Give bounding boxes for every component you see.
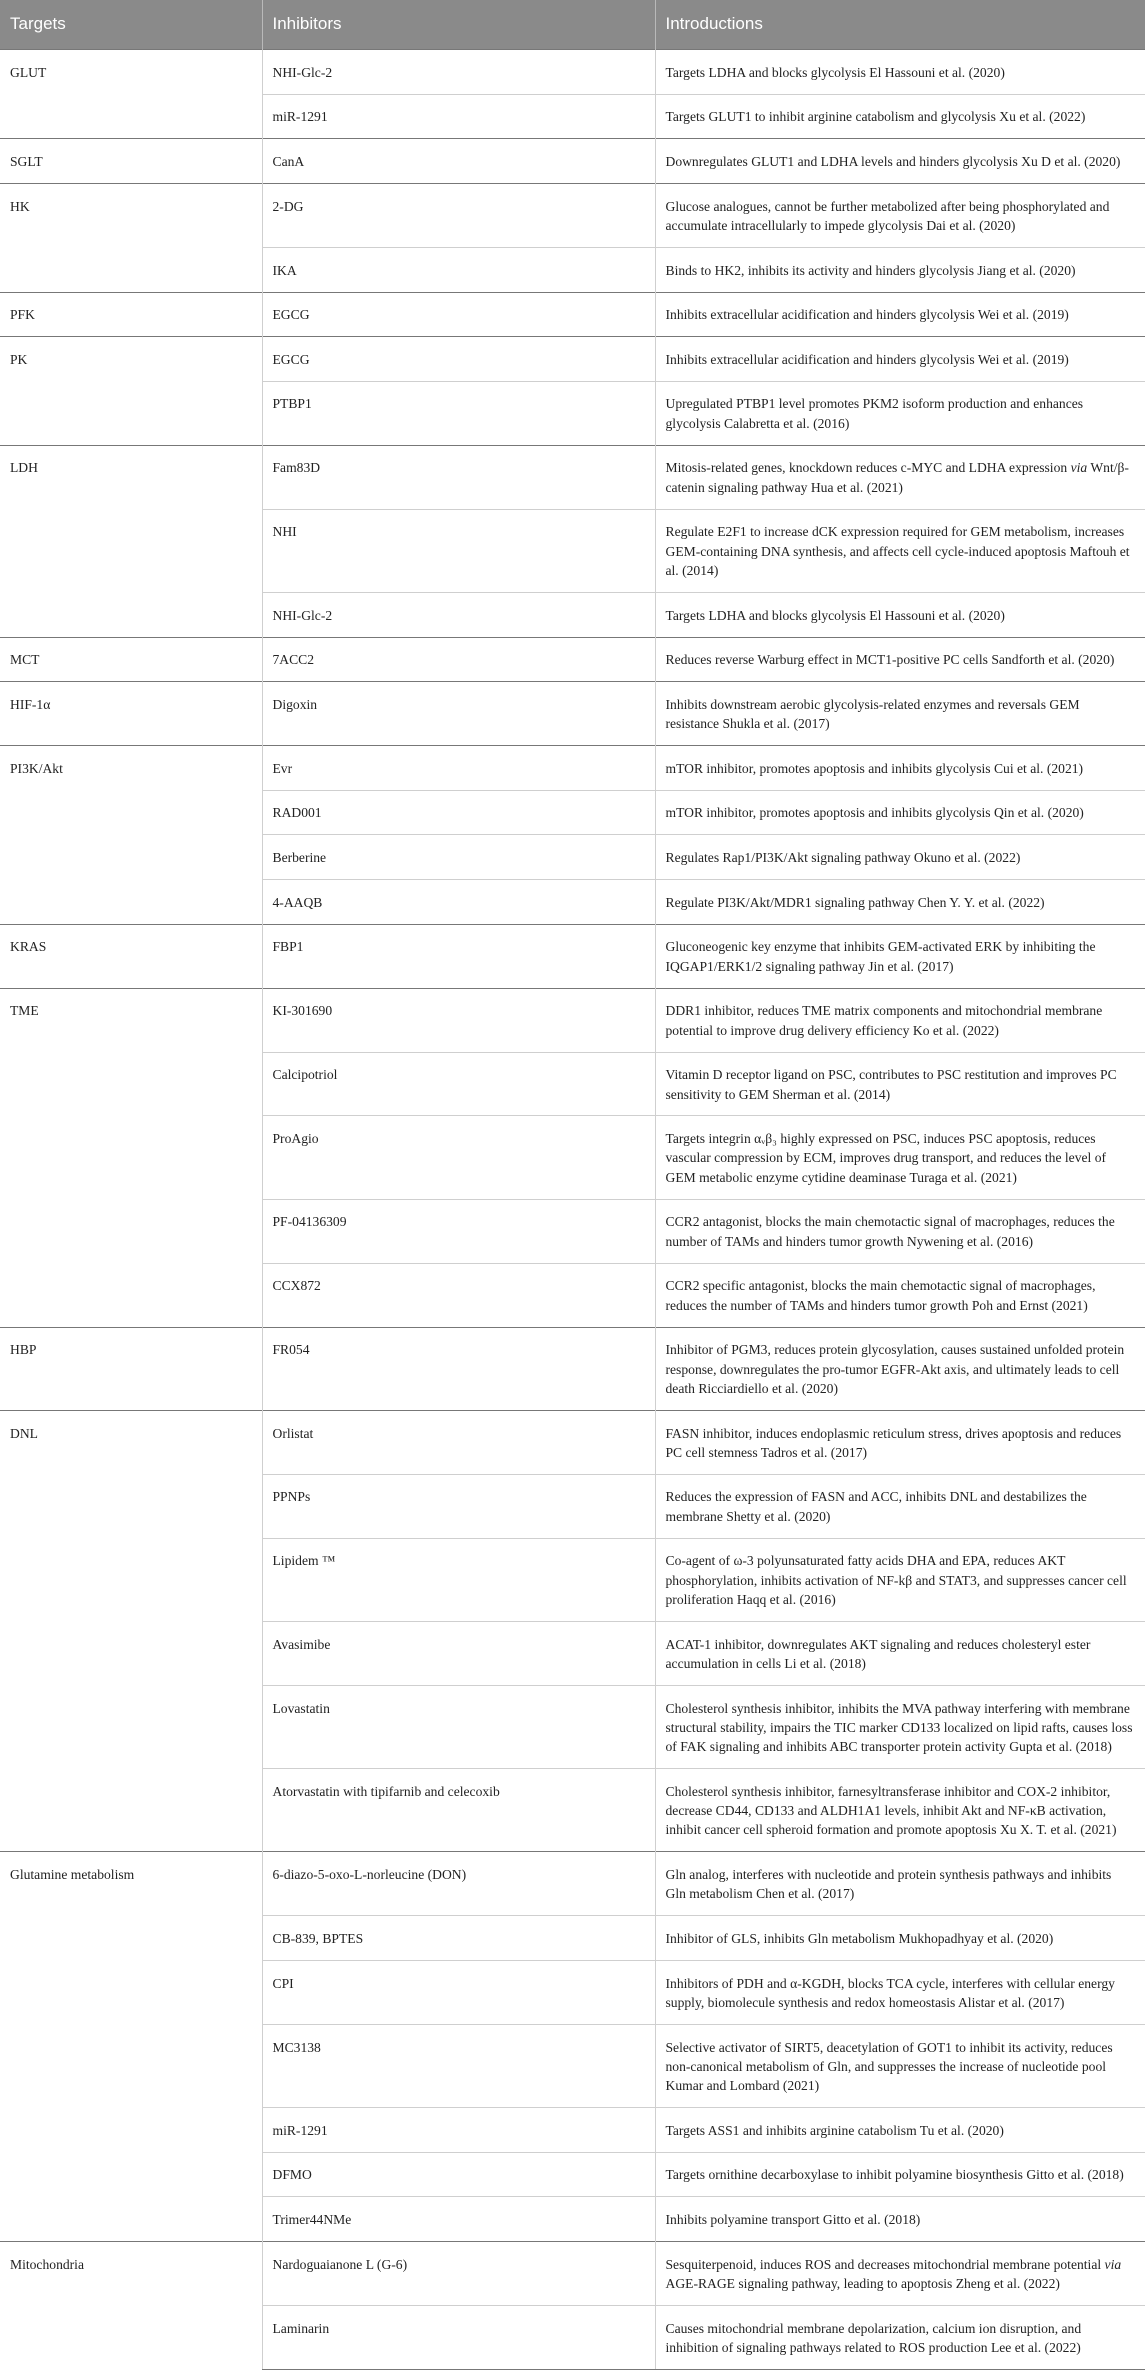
inhibitor-cell: CPI [262, 1960, 655, 2024]
target-cell: LDH [0, 445, 262, 637]
introduction-cell: CCR2 specific antagonist, blocks the main chemotactic signal of macrophages, reduces the number of TAMs and hinders tumor growth Poh and Ernst (2021) [655, 1263, 1145, 1327]
inhibitor-cell: Atorvastatin with tipifarnib and celecoxib [262, 1769, 655, 1852]
target-cell: PK [0, 337, 262, 446]
introduction-cell [655, 445, 1145, 509]
introduction-cell: mTOR inhibitor, promotes apoptosis and inhibits glycolysis Qin et al. (2020) [655, 790, 1145, 835]
italic-text: via [1070, 460, 1088, 476]
table-row [0, 924, 1145, 988]
introduction-cell: Upregulated PTBP1 level promotes PKM2 isoform production and enhances glycolysis Calabretta et al. (2016) [655, 381, 1145, 445]
introduction-cell: Inhibitor of PGM3, reduces protein glycosylation, causes sustained unfolded protein response, downregulates the pro-tumor EGFR-Akt axis, and ultimately leads to cell death Ricciardiello et al. (2020) [655, 1327, 1145, 1410]
introduction-cell: Targets LDHA and blocks glycolysis El Hassouni et al. (2020) [655, 592, 1145, 637]
introduction-cell: Gln analog, interferes with nucleotide and protein synthesis pathways and inhibits Gln metabolism Chen et al. (2017) [655, 1852, 1145, 1916]
target-cell: Mitochondria [0, 2242, 262, 2370]
introduction-cell: DDR1 inhibitor, reduces TME matrix components and mitochondrial membrane potential to improve drug delivery efficiency Ko et al. (2022) [655, 988, 1145, 1052]
introduction-cell: Targets integrin αᵥβ₃ highly expressed on PSC, induces PSC apoptosis, reduces vascular compression by ECM, improves drug transport, and reduces the level of GEM metabolic enzyme cytidine deaminase Turaga et al. (2021) [655, 1116, 1145, 1199]
inhibitor-cell: CCX872 [262, 1263, 655, 1327]
intro-text: Wnt/β-catenin signaling pathway Hua et al. (2021) [665, 460, 1129, 495]
header-row [0, 0, 1145, 50]
intro-text: Sesquiterpenoid, induces ROS and decreases mitochondrial membrane potential [665, 2256, 1105, 2272]
inhibitor-cell: 7ACC2 [262, 637, 655, 682]
table-row [0, 637, 1145, 682]
italic-text: via [1104, 2256, 1122, 2272]
introduction-cell: Regulates Rap1/PI3K/Akt signaling pathway Okuno et al. (2022) [655, 835, 1145, 880]
intro-text: AGE-RAGE signaling pathway, leading to apoptosis Zheng et al. (2022) [665, 2275, 1060, 2291]
introduction-cell [655, 2242, 1145, 2306]
target-cell: DNL [0, 1410, 262, 1852]
inhibitor-cell: miR-1291 [262, 2108, 655, 2153]
inhibitor-cell: Orlistat [262, 1410, 655, 1474]
inhibitor-cell: 2-DG [262, 183, 655, 247]
introduction-cell: Co-agent of ω-3 polyunsaturated fatty acids DHA and EPA, reduces AKT phosphorylation, inhibits activation of NF-kβ and STAT3, and suppresses cancer cell proliferation Haqq et al. (2016) [655, 1538, 1145, 1621]
target-cell: KRAS [0, 924, 262, 988]
introduction-cell: Regulate PI3K/Akt/MDR1 signaling pathway Chen Y. Y. et al. (2022) [655, 880, 1145, 925]
table-row [0, 183, 1145, 247]
inhibitor-cell: DFMO [262, 2152, 655, 2197]
inhibitor-cell: FBP1 [262, 924, 655, 988]
introduction-cell: FASN inhibitor, induces endoplasmic reticulum stress, drives apoptosis and reduces PC cell stemness Tadros et al. (2017) [655, 1410, 1145, 1474]
table-row [0, 1852, 1145, 1916]
table-row [0, 50, 1145, 95]
table-row [0, 2242, 1145, 2306]
inhibitor-cell: Berberine [262, 835, 655, 880]
introduction-cell: Inhibits extracellular acidification and hinders glycolysis Wei et al. (2019) [655, 337, 1145, 382]
target-cell: HK [0, 183, 262, 292]
introduction-cell: CCR2 antagonist, blocks the main chemotactic signal of macrophages, reduces the number of TAMs and hinders tumor growth Nywening et al. (2016) [655, 1199, 1145, 1263]
inhibitor-cell: FR054 [262, 1327, 655, 1410]
inhibitor-cell: PF-04136309 [262, 1199, 655, 1263]
introduction-cell: Vitamin D receptor ligand on PSC, contributes to PSC restitution and improves PC sensitivity to GEM Sherman et al. (2014) [655, 1052, 1145, 1116]
table-row [0, 139, 1145, 184]
table-row [0, 746, 1145, 791]
inhibitor-cell: IKA [262, 247, 655, 292]
inhibitor-cell: CB-839, BPTES [262, 1916, 655, 1961]
target-cell: HBP [0, 1327, 262, 1410]
introduction-cell: Causes mitochondrial membrane depolarization, calcium ion disruption, and inhibition of signaling pathways related to ROS production Lee et al. (2022) [655, 2305, 1145, 2369]
inhibitor-cell: NHI [262, 509, 655, 592]
inhibitor-cell: Fam83D [262, 445, 655, 509]
target-cell: HIF-1α [0, 682, 262, 746]
inhibitor-cell: PTBP1 [262, 381, 655, 445]
table-row [0, 445, 1145, 509]
introduction-cell: Inhibits polyamine transport Gitto et al. (2018) [655, 2197, 1145, 2242]
inhibitor-cell: miR-1291 [262, 94, 655, 139]
table-row [0, 682, 1145, 746]
introduction-cell: Gluconeogenic key enzyme that inhibits GEM-activated ERK by inhibiting the IQGAP1/ERK1/2 signaling pathway Jin et al. (2017) [655, 924, 1145, 988]
inhibitor-cell: Trimer44NMe [262, 2197, 655, 2242]
intro-text: Mitosis-related genes, knockdown reduces c-MYC and LDHA expression [665, 460, 1071, 476]
introduction-cell: Reduces reverse Warburg effect in MCT1-positive PC cells Sandforth et al. (2020) [655, 637, 1145, 682]
introduction-cell: Inhibits extracellular acidification and hinders glycolysis Wei et al. (2019) [655, 292, 1145, 337]
target-cell: PFK [0, 292, 262, 337]
target-cell: Glutamine metabolism [0, 1852, 262, 2242]
introduction-cell: Selective activator of SIRT5, deacetylation of GOT1 to inhibit its activity, reduces non-canonical metabolism of Gln, and suppresses the increase of nucleotide pool Kumar and Lombard (2021) [655, 2024, 1145, 2107]
introduction-cell: Targets GLUT1 to inhibit arginine catabolism and glycolysis Xu et al. (2022) [655, 94, 1145, 139]
inhibitor-cell: Lovastatin [262, 1685, 655, 1768]
header-introductions: Introductions [655, 0, 1145, 50]
inhibitor-cell: MC3138 [262, 2024, 655, 2107]
table-row [0, 1410, 1145, 1474]
inhibitor-cell: Calcipotriol [262, 1052, 655, 1116]
inhibitor-cell: Laminarin [262, 2305, 655, 2369]
inhibitor-cell: Evr [262, 746, 655, 791]
table-row [0, 337, 1145, 382]
table-row [0, 988, 1145, 1052]
table-row [0, 292, 1145, 337]
introduction-cell: Cholesterol synthesis inhibitor, inhibits the MVA pathway interfering with membrane structural stability, impairs the TIC marker CD133 localized on lipid rafts, causes loss of FAK signaling and inhibits ABC transporter protein activity Gupta et al. (2018) [655, 1685, 1145, 1768]
table-body [0, 50, 1145, 2370]
inhibitor-cell: Digoxin [262, 682, 655, 746]
target-cell: PI3K/Akt [0, 746, 262, 925]
inhibitor-cell: ProAgio [262, 1116, 655, 1199]
inhibitor-cell: Nardoguaianone L (G-6) [262, 2242, 655, 2306]
inhibitor-cell: PPNPs [262, 1474, 655, 1538]
inhibitor-cell: Avasimibe [262, 1621, 655, 1685]
introduction-cell: Inhibitor of GLS, inhibits Gln metabolism Mukhopadhyay et al. (2020) [655, 1916, 1145, 1961]
header-targets: Targets [0, 0, 262, 50]
inhibitor-cell: KI-301690 [262, 988, 655, 1052]
introduction-cell: Inhibitors of PDH and α-KGDH, blocks TCA cycle, interferes with cellular energy supply, biomolecule synthesis and redox homeostasis Alistar et al. (2017) [655, 1960, 1145, 2024]
target-cell: TME [0, 988, 262, 1327]
introduction-cell: Targets ASS1 and inhibits arginine catabolism Tu et al. (2020) [655, 2108, 1145, 2153]
inhibitor-cell: 4-AAQB [262, 880, 655, 925]
introduction-cell: Reduces the expression of FASN and ACC, inhibits DNL and destabilizes the membrane Shetty et al. (2020) [655, 1474, 1145, 1538]
inhibitor-cell: NHI-Glc-2 [262, 50, 655, 95]
target-cell: SGLT [0, 139, 262, 184]
inhibitor-cell: EGCG [262, 337, 655, 382]
table-header [0, 0, 1145, 50]
introduction-cell: Targets LDHA and blocks glycolysis El Hassouni et al. (2020) [655, 50, 1145, 95]
introduction-cell: Downregulates GLUT1 and LDHA levels and hinders glycolysis Xu D et al. (2020) [655, 139, 1145, 184]
inhibitor-cell: NHI-Glc-2 [262, 592, 655, 637]
introduction-cell: Glucose analogues, cannot be further metabolized after being phosphorylated and accumulate intracellularly to impede glycolysis Dai et al. (2020) [655, 183, 1145, 247]
introduction-cell: Cholesterol synthesis inhibitor, farnesyltransferase inhibitor and COX-2 inhibitor, decrease CD44, CD133 and ALDH1A1 levels, inhibit Akt and NF-κB activation, inhibit cancer cell spheroid formation and promote apoptosis Xu X. T. et al. (2021) [655, 1769, 1145, 1852]
introduction-cell: Targets ornithine decarboxylase to inhibit polyamine biosynthesis Gitto et al. (2018) [655, 2152, 1145, 2197]
inhibitor-cell: CanA [262, 139, 655, 184]
introduction-cell: mTOR inhibitor, promotes apoptosis and inhibits glycolysis Cui et al. (2021) [655, 746, 1145, 791]
introduction-cell: Inhibits downstream aerobic glycolysis-related enzymes and reversals GEM resistance Shukla et al. (2017) [655, 682, 1145, 746]
target-cell: GLUT [0, 50, 262, 139]
inhibitor-cell: 6-diazo-5-oxo-L-norleucine (DON) [262, 1852, 655, 1916]
introduction-cell: Regulate E2F1 to increase dCK expression required for GEM metabolism, increases GEM-containing DNA synthesis, and affects cell cycle-induced apoptosis Maftouh et al. (2014) [655, 509, 1145, 592]
inhibitor-cell: EGCG [262, 292, 655, 337]
inhibitor-cell: RAD001 [262, 790, 655, 835]
target-cell: MCT [0, 637, 262, 682]
table-row [0, 1327, 1145, 1410]
header-inhibitors: Inhibitors [262, 0, 655, 50]
introduction-cell: ACAT-1 inhibitor, downregulates AKT signaling and reduces cholesteryl ester accumulation in cells Li et al. (2018) [655, 1621, 1145, 1685]
introduction-cell: Binds to HK2, inhibits its activity and hinders glycolysis Jiang et al. (2020) [655, 247, 1145, 292]
inhibitor-cell: Lipidem ™ [262, 1538, 655, 1621]
